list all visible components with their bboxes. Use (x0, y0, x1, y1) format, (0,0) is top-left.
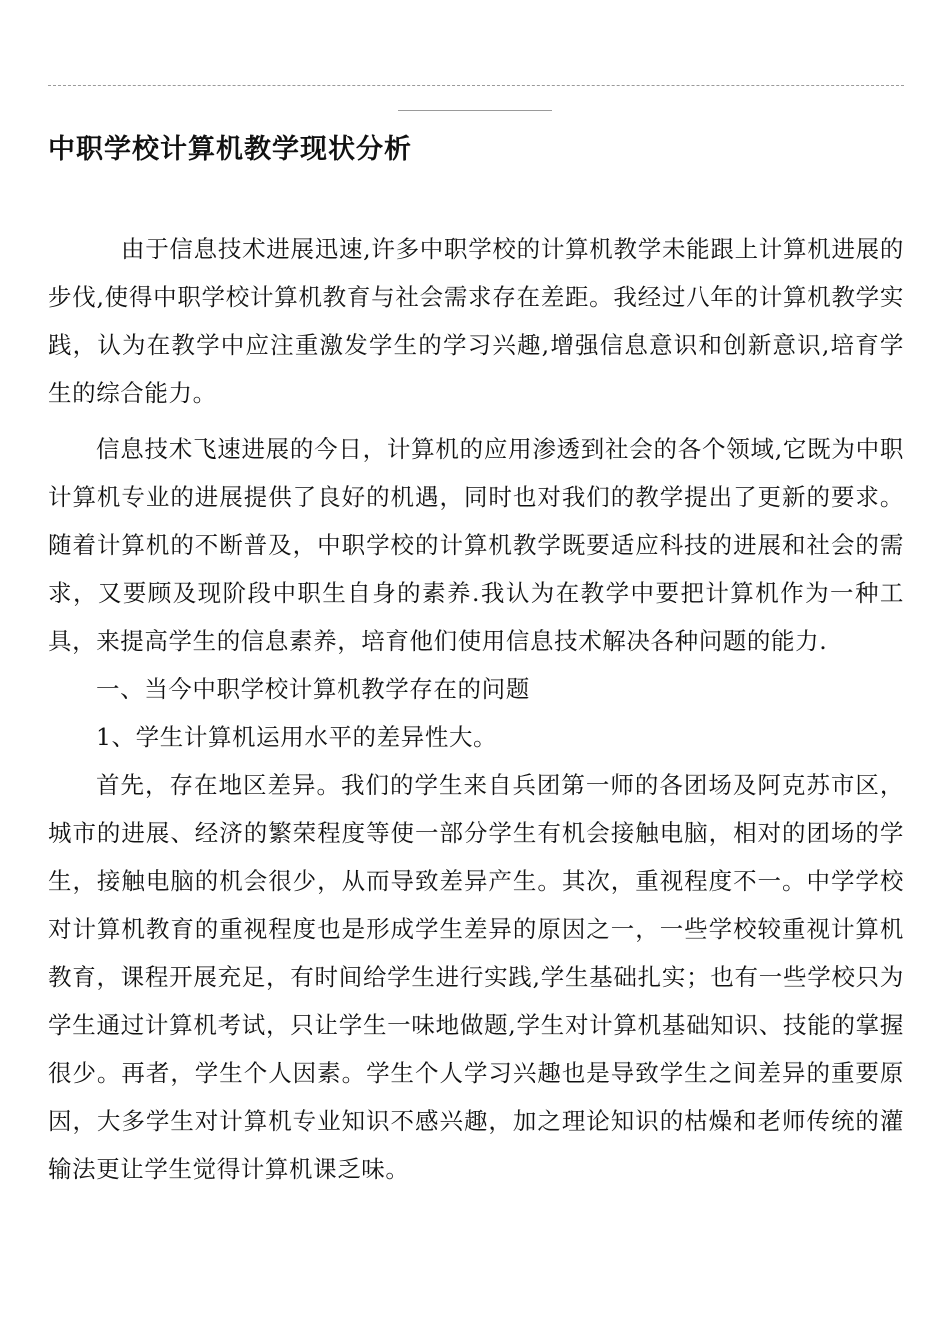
paragraph-differences: 首先，存在地区差异。我们的学生来自兵团第一师的各团场及阿克苏市区，城市的进展、经济的繁荣程度等使一部分学生有机会接触电脑，相对的团场的学生，接触电脑的机会很少，从而导致差异产生。其次，重视程度不一。中学学校对计算机教育的重视程度也是形成学生差异的原因之一，一些学校较重视计算机教育，课程开展充足，有时间给学生进行实践,学生基础扎实；也有一些学校只为学生通过计算机考试，只让学生一味地做题,学生对计算机基础知识、技能的掌握很少。再者，学生个人因素。学生个人学习兴趣也是导致学生之间差异的重要原因，大多学生对计算机专业知识不感兴趣，加之理论知识的枯燥和老师传统的灌输法更让学生觉得计算机课乏味。 (48, 771, 904, 1183)
section-heading: 一、当今中职学校计算机教学存在的问题 (96, 675, 530, 703)
header-dashed-rule (48, 85, 904, 86)
paragraph-intro: 由于信息技术进展迅速,许多中职学校的计算机教学未能跟上计算机进展的步伐,使得中职学校计算机教育与社会需求存在差距。我经过八年的计算机教学实践，认为在教学中应注重激发学生的学习兴趣,增强信息意识和创新意识,培育学生的综合能力。 (48, 235, 904, 407)
header-short-rule (398, 110, 552, 111)
paragraph-background: 信息技术飞速进展的今日，计算机的应用渗透到社会的各个领域,它既为中职计算机专业的进展提供了良好的机遇，同时也对我们的教学提出了更新的要求。随着计算机的不断普及，中职学校的计算机教学既要适应科技的进展和社会的需求，又要顾及现阶段中职生自身的素养.我认为在教学中要把计算机作为一种工具，来提高学生的信息素养，培育他们使用信息技术解决各种问题的能力. (48, 435, 904, 655)
document-body (48, 225, 904, 1193)
page-title: 中职学校计算机教学现状分析 (48, 134, 412, 165)
subsection-heading: 1、学生计算机运用水平的差异性大。 (96, 723, 498, 751)
